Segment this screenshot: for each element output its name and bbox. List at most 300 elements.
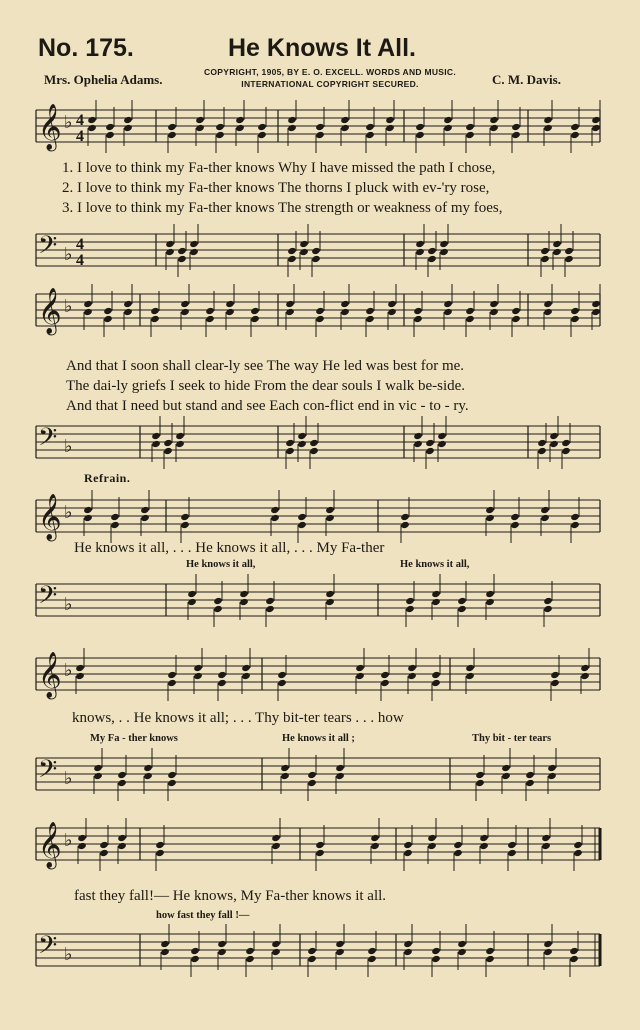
- chord-notes: [431, 655, 441, 701]
- note-head: [167, 123, 177, 131]
- note-head: [217, 948, 227, 956]
- note-head: [443, 300, 453, 308]
- chord-notes: [580, 648, 590, 694]
- chord-notes: [205, 291, 215, 337]
- note-head: [93, 764, 103, 772]
- note-head: [437, 432, 447, 440]
- chord-notes: [311, 231, 321, 277]
- note-head: [287, 247, 297, 255]
- chord-notes: [511, 291, 521, 337]
- note-head: [167, 779, 177, 787]
- note-head: [239, 598, 249, 606]
- chord-notes: [415, 107, 425, 153]
- note-head: [150, 315, 160, 323]
- chord-notes: [140, 490, 150, 536]
- note-head: [543, 124, 553, 132]
- note-head: [591, 300, 601, 308]
- note-head: [365, 123, 375, 131]
- lyric-text: knows, . . He knows it all; . . . Thy bit-ter tears . . . how: [72, 710, 404, 726]
- chord-notes: [543, 924, 553, 970]
- note-head: [193, 664, 203, 672]
- note-head: [277, 671, 287, 679]
- time-signature-bottom: 4: [76, 128, 84, 145]
- note-head: [457, 940, 467, 948]
- note-head: [103, 315, 113, 323]
- note-head: [271, 948, 281, 956]
- chord-notes: [160, 924, 170, 970]
- chord-notes: [370, 818, 380, 864]
- note-head: [83, 514, 93, 522]
- chord-notes: [117, 818, 127, 864]
- note-head: [270, 514, 280, 522]
- chord-notes: [543, 581, 553, 627]
- note-head: [485, 947, 495, 955]
- note-head: [465, 672, 475, 680]
- note-head: [309, 439, 319, 447]
- time-signature-bottom: 4: [76, 252, 84, 269]
- chord-notes: [163, 423, 173, 469]
- note-head: [213, 605, 223, 613]
- note-head: [83, 308, 93, 316]
- chord-notes: [510, 497, 520, 543]
- note-head: [315, 841, 325, 849]
- chord-notes: [457, 924, 467, 970]
- chord-notes: [265, 581, 275, 627]
- chord-notes: [365, 291, 375, 337]
- note-head: [540, 247, 550, 255]
- chord-notes: [150, 291, 160, 337]
- treble-clef-icon: 𝄞: [38, 494, 62, 540]
- chord-notes: [485, 490, 495, 536]
- note-head: [403, 841, 413, 849]
- chord-notes: [365, 107, 375, 153]
- note-head: [271, 842, 281, 850]
- note-head: [479, 834, 489, 842]
- chord-notes: [287, 231, 297, 277]
- note-head: [77, 834, 87, 842]
- note-head: [307, 779, 317, 787]
- note-head: [167, 771, 177, 779]
- note-head: [591, 116, 601, 124]
- refrain-bass-words-a: He knows it all,: [186, 559, 256, 570]
- chord-notes: [431, 574, 441, 620]
- note-head: [573, 849, 583, 857]
- note-head: [217, 940, 227, 948]
- note-head: [117, 779, 127, 787]
- note-head: [123, 116, 133, 124]
- note-head: [163, 447, 173, 455]
- chord-notes: [427, 818, 437, 864]
- note-head: [561, 447, 571, 455]
- chord-notes: [177, 231, 187, 277]
- chord-notes: [270, 490, 280, 536]
- bass-clef-icon: 𝄢: [38, 231, 58, 266]
- chord-notes: [591, 100, 601, 146]
- note-head: [489, 308, 499, 316]
- note-head: [280, 764, 290, 772]
- bass-clef-icon: 𝄢: [38, 755, 58, 790]
- note-head: [265, 605, 275, 613]
- note-head: [507, 841, 517, 849]
- chord-notes: [465, 648, 475, 694]
- note-head: [241, 664, 251, 672]
- note-head: [155, 841, 165, 849]
- chord-notes: [190, 931, 200, 977]
- refrain-bass-words-b: He knows it all,: [400, 559, 470, 570]
- chord-notes: [165, 224, 175, 270]
- chord-notes: [413, 291, 423, 337]
- note-head: [195, 124, 205, 132]
- chord-notes: [570, 497, 580, 543]
- refrain-bass-words-d: He knows it all ;: [282, 733, 355, 744]
- chord-notes: [285, 423, 295, 469]
- chord-notes: [573, 825, 583, 871]
- note-head: [570, 315, 580, 323]
- note-head: [427, 834, 437, 842]
- note-head: [580, 672, 590, 680]
- note-head: [431, 947, 441, 955]
- note-head: [370, 834, 380, 842]
- note-head: [413, 432, 423, 440]
- treble-clef-icon: 𝄞: [38, 652, 62, 698]
- note-head: [543, 605, 553, 613]
- flat-key-signature-icon: ♭: [64, 768, 73, 789]
- note-head: [297, 432, 307, 440]
- note-head: [453, 841, 463, 849]
- note-head: [87, 124, 97, 132]
- note-head: [151, 432, 161, 440]
- treble-clef-icon: 𝄞: [38, 822, 62, 868]
- note-head: [325, 514, 335, 522]
- note-head: [355, 672, 365, 680]
- copyright-notice: [190, 66, 470, 90]
- note-head: [190, 955, 200, 963]
- chord-notes: [465, 291, 475, 337]
- chord-notes: [413, 416, 423, 462]
- note-head: [511, 307, 521, 315]
- note-head: [439, 240, 449, 248]
- note-head: [285, 308, 295, 316]
- chord-notes: [271, 818, 281, 864]
- note-head: [537, 447, 547, 455]
- note-head: [591, 308, 601, 316]
- note-head: [83, 506, 93, 514]
- note-head: [180, 308, 190, 316]
- note-head: [413, 307, 423, 315]
- note-head: [511, 315, 521, 323]
- note-head: [561, 439, 571, 447]
- time-signature-top: 4: [76, 112, 84, 129]
- note-head: [485, 955, 495, 963]
- note-head: [485, 506, 495, 514]
- note-head: [387, 308, 397, 316]
- note-head: [315, 849, 325, 857]
- chord-notes: [87, 100, 97, 146]
- chord-notes: [245, 931, 255, 977]
- chord-notes: [489, 284, 499, 330]
- chord-notes: [511, 107, 521, 153]
- chord-notes: [335, 748, 345, 794]
- note-head: [241, 672, 251, 680]
- bass-clef-icon: 𝄢: [38, 581, 58, 616]
- note-head: [123, 300, 133, 308]
- note-head: [425, 447, 435, 455]
- copyright-line-2: INTERNATIONAL COPYRIGHT SECURED.: [241, 79, 419, 89]
- bass-clef-icon: 𝄢: [38, 931, 58, 966]
- note-head: [271, 940, 281, 948]
- chord-notes: [123, 100, 133, 146]
- note-head: [257, 131, 267, 139]
- note-head: [564, 255, 574, 263]
- chord-notes: [110, 497, 120, 543]
- chord-notes: [355, 648, 365, 694]
- note-head: [570, 131, 580, 139]
- note-head: [365, 307, 375, 315]
- note-head: [580, 664, 590, 672]
- chord-notes: [485, 574, 495, 620]
- note-head: [103, 307, 113, 315]
- chord-notes: [407, 648, 417, 694]
- note-head: [549, 440, 559, 448]
- note-head: [225, 308, 235, 316]
- chord-notes: [167, 107, 177, 153]
- refrain-bass-words-c: My Fa - ther knows: [90, 733, 178, 744]
- note-head: [307, 771, 317, 779]
- lyric-text: The dai-ly griefs I seek to hide From the dear souls I walk be-side.: [66, 378, 466, 394]
- note-head: [235, 116, 245, 124]
- note-head: [547, 764, 557, 772]
- chord-notes: [439, 224, 449, 270]
- note-head: [311, 255, 321, 263]
- note-head: [315, 131, 325, 139]
- chord-notes: [415, 224, 425, 270]
- note-head: [407, 664, 417, 672]
- chord-notes: [241, 648, 251, 694]
- flat-key-signature-icon: ♭: [64, 296, 73, 317]
- lyric-text: And that I need but stand and see Each con-flict end in vic - to - ry.: [66, 398, 469, 414]
- lyric-text: 1. I love to think my Fa-ther knows Why I have missed the path I chose,: [62, 160, 496, 176]
- note-head: [77, 842, 87, 850]
- note-head: [193, 672, 203, 680]
- note-head: [485, 590, 495, 598]
- flat-key-signature-icon: ♭: [64, 244, 73, 265]
- chord-notes: [215, 107, 225, 153]
- note-head: [311, 247, 321, 255]
- note-head: [453, 849, 463, 857]
- flat-key-signature-icon: ♭: [64, 660, 73, 681]
- note-head: [315, 315, 325, 323]
- chord-notes: [271, 924, 281, 970]
- chord-notes: [507, 825, 517, 871]
- note-head: [285, 300, 295, 308]
- refrain-bass-words-e: Thy bit - ter tears: [472, 733, 552, 744]
- chord-notes: [213, 581, 223, 627]
- hymn-number: No. 175.: [38, 34, 134, 62]
- note-head: [270, 506, 280, 514]
- lyric-text: He knows it all, . . . He knows it all, . . . My Fa-ther: [74, 540, 385, 556]
- note-head: [591, 124, 601, 132]
- chord-notes: [167, 755, 177, 801]
- chord-notes: [549, 416, 559, 462]
- note-head: [569, 947, 579, 955]
- note-head: [265, 597, 275, 605]
- chord-notes: [543, 100, 553, 146]
- note-head: [380, 679, 390, 687]
- note-head: [540, 514, 550, 522]
- chord-notes: [250, 291, 260, 337]
- note-head: [403, 940, 413, 948]
- lyric-text: fast they fall!— He knows, My Fa-ther knows it all.: [74, 888, 387, 904]
- chord-notes: [75, 648, 85, 694]
- note-head: [180, 521, 190, 529]
- note-head: [205, 315, 215, 323]
- note-head: [165, 248, 175, 256]
- note-head: [541, 834, 551, 842]
- author-credit: Mrs. Ophelia Adams.: [44, 72, 163, 87]
- chord-notes: [285, 284, 295, 330]
- note-head: [550, 671, 560, 679]
- note-head: [427, 247, 437, 255]
- note-head: [307, 947, 317, 955]
- chord-notes: [99, 825, 109, 871]
- note-head: [570, 513, 580, 521]
- copyright-line-1: COPYRIGHT, 1905, BY E. O. EXCELL. WORDS AND MUSIC.: [203, 67, 457, 77]
- note-head: [195, 116, 205, 124]
- chord-notes: [479, 818, 489, 864]
- note-head: [250, 307, 260, 315]
- chord-notes: [367, 931, 377, 977]
- note-head: [245, 947, 255, 955]
- chord-notes: [453, 825, 463, 871]
- note-head: [335, 940, 345, 948]
- note-head: [550, 679, 560, 687]
- note-head: [543, 116, 553, 124]
- treble-staff-4: [0, 652, 640, 712]
- note-head: [431, 590, 441, 598]
- chord-notes: [443, 100, 453, 146]
- note-head: [167, 131, 177, 139]
- chord-notes: [541, 818, 551, 864]
- note-head: [443, 116, 453, 124]
- chord-notes: [123, 284, 133, 330]
- chord-notes: [425, 423, 435, 469]
- chord-notes: [257, 107, 267, 153]
- note-head: [205, 307, 215, 315]
- note-head: [489, 116, 499, 124]
- note-head: [239, 590, 249, 598]
- note-head: [83, 300, 93, 308]
- note-head: [543, 308, 553, 316]
- note-head: [501, 764, 511, 772]
- note-head: [99, 841, 109, 849]
- note-head: [257, 123, 267, 131]
- note-head: [367, 947, 377, 955]
- note-head: [511, 123, 521, 131]
- chord-notes: [564, 231, 574, 277]
- note-head: [325, 506, 335, 514]
- note-head: [415, 131, 425, 139]
- note-head: [299, 248, 309, 256]
- chord-notes: [105, 107, 115, 153]
- bass-staff-5: [0, 928, 640, 978]
- chord-notes: [235, 100, 245, 146]
- note-head: [189, 248, 199, 256]
- chord-notes: [385, 100, 395, 146]
- note-head: [340, 300, 350, 308]
- chord-notes: [195, 100, 205, 146]
- note-head: [403, 948, 413, 956]
- note-head: [105, 131, 115, 139]
- bass-staff-3: [0, 578, 640, 628]
- lyric-text: 2. I love to think my Fa-ther knows The thorns I pluck with ev-'ry rose,: [62, 180, 490, 196]
- note-head: [245, 955, 255, 963]
- chord-notes: [501, 748, 511, 794]
- chord-notes: [83, 490, 93, 536]
- note-head: [511, 131, 521, 139]
- note-head: [489, 124, 499, 132]
- note-head: [537, 439, 547, 447]
- chord-notes: [325, 490, 335, 536]
- note-head: [285, 439, 295, 447]
- note-head: [507, 849, 517, 857]
- note-head: [427, 842, 437, 850]
- chord-notes: [217, 924, 227, 970]
- chord-notes: [189, 224, 199, 270]
- note-head: [287, 255, 297, 263]
- bass-staff-2: [0, 420, 640, 470]
- note-head: [365, 131, 375, 139]
- note-head: [189, 240, 199, 248]
- note-head: [175, 440, 185, 448]
- note-head: [405, 605, 415, 613]
- note-head: [465, 307, 475, 315]
- note-head: [355, 664, 365, 672]
- chord-notes: [427, 231, 437, 277]
- note-head: [213, 597, 223, 605]
- note-head: [163, 439, 173, 447]
- chord-notes: [307, 931, 317, 977]
- note-head: [475, 771, 485, 779]
- note-head: [541, 842, 551, 850]
- chord-notes: [225, 284, 235, 330]
- note-head: [475, 779, 485, 787]
- chord-notes: [552, 224, 562, 270]
- chord-notes: [540, 490, 550, 536]
- note-head: [415, 248, 425, 256]
- chord-notes: [315, 291, 325, 337]
- chord-notes: [403, 924, 413, 970]
- note-head: [110, 513, 120, 521]
- chord-notes: [591, 284, 601, 330]
- note-head: [340, 124, 350, 132]
- note-head: [400, 521, 410, 529]
- note-head: [431, 679, 441, 687]
- note-head: [457, 597, 467, 605]
- note-head: [155, 849, 165, 857]
- note-head: [75, 664, 85, 672]
- note-head: [315, 307, 325, 315]
- note-head: [87, 116, 97, 124]
- chord-notes: [340, 100, 350, 146]
- chord-notes: [167, 655, 177, 701]
- note-head: [335, 772, 345, 780]
- note-head: [413, 440, 423, 448]
- note-head: [485, 598, 495, 606]
- note-head: [315, 123, 325, 131]
- note-head: [250, 315, 260, 323]
- chord-notes: [561, 423, 571, 469]
- chord-notes: [299, 224, 309, 270]
